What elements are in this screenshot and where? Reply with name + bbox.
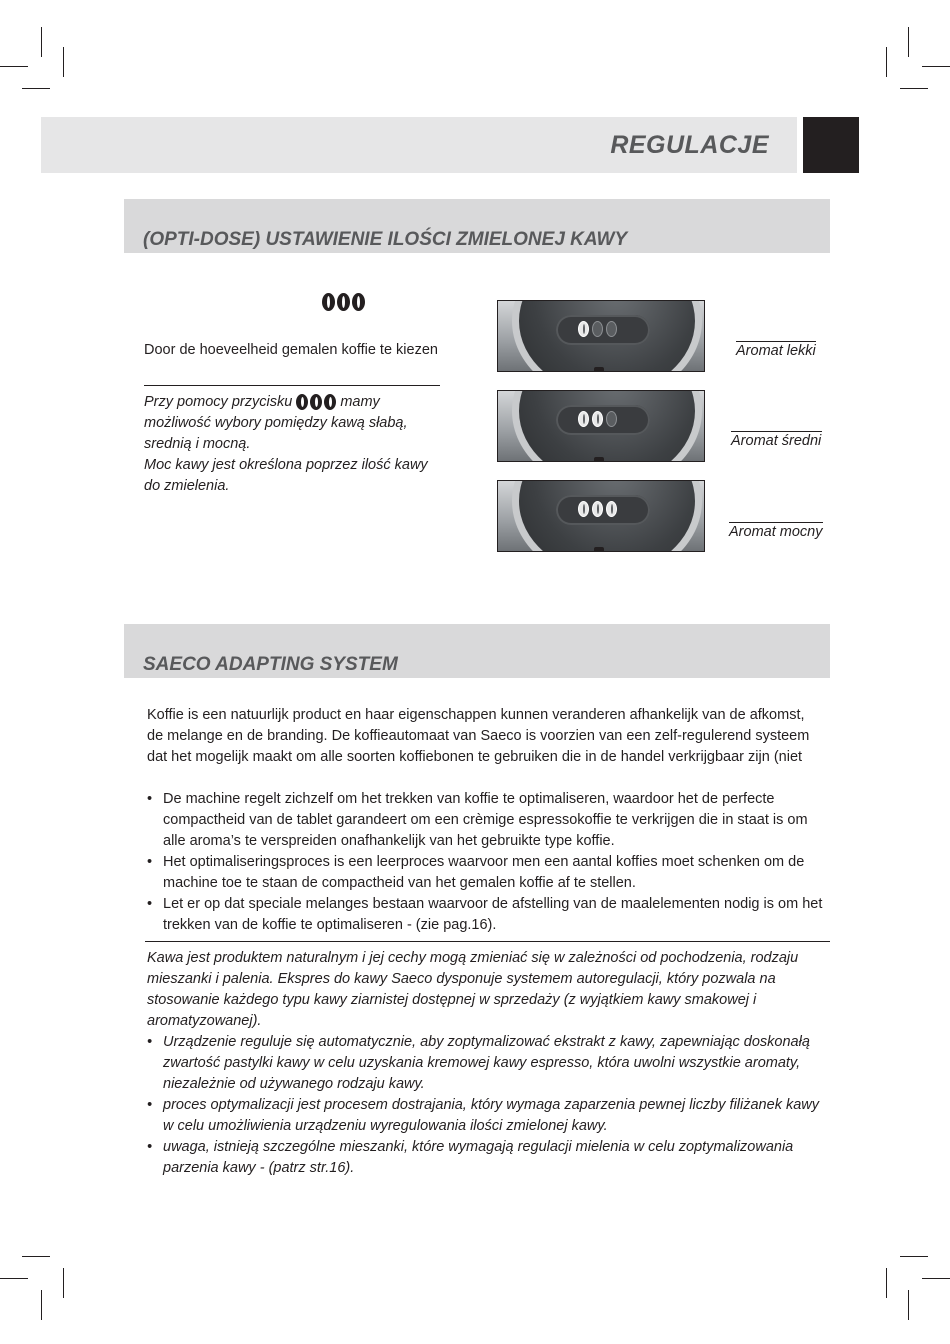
list-item: • De machine regelt zichzelf om het trekken van koffie te optimaliseren, waardoor het de perfecte compactheid van de tablet garandeert om een crèmige espressokoffie te verkrijgen die in staat is om alle aroma’s te verspreiden onafhankelijk van het gebruikte type koffie. xyxy=(146,789,836,852)
list-item: • proces optymalizacji jest procesem dostrajania, który wymaga zaparzenia pewnej liczby filiżanek kawy w celu umożliwienia urządzeniu wyregulowania ilości zmielonej kawy. xyxy=(146,1095,836,1137)
bean-icon xyxy=(322,293,335,311)
section-opti-dose-title: (OPTI-DOSE) USTAWIENIE ILOŚCI ZMIELONEJ KAWY xyxy=(143,229,628,250)
aroma-indicator xyxy=(578,501,617,517)
beans-icon-large xyxy=(322,293,365,311)
bean-icon xyxy=(606,411,617,427)
bean-icon xyxy=(578,321,589,337)
polish-bullet-list xyxy=(146,1032,836,1179)
list-item: • Urządzenie reguluje się automatycznie, aby zoptymalizować ekstrakt z kawy, zapewniając doskonałą zwartość pastylki kawy w celu uzyskania kremowej kawy espresso, która uwolni wszystkie aromaty, niezależnie od używanego rodzaju kawy. xyxy=(146,1032,836,1095)
bean-icon xyxy=(352,293,365,311)
aroma-indicator xyxy=(578,321,617,337)
bean-icon xyxy=(592,321,603,337)
crop-mark xyxy=(22,1256,50,1257)
dutch-intro-paragraph: Koffie is een natuurlijk product en haar eigenschappen kunnen veranderen afhankelijk van de afkomst, de melange en de branding. De koffieautomaat van Saeco is voorzien van een zelf-regulerend systeem dat het mogelijk maakt om alle soorten koffiebonen te gebruiken die in de handel verkrijgbaar zijn (niet xyxy=(147,707,810,765)
bean-icon xyxy=(324,394,336,410)
crop-mark xyxy=(900,1256,928,1257)
list-item: • Let er op dat speciale melanges bestaan waarvoor de afstelling van de maalelementen nodig is om het trekken van de koffie te optimaliseren - (zie pag.16). xyxy=(146,894,836,936)
bean-icon xyxy=(606,321,617,337)
crop-mark xyxy=(22,88,50,89)
chapter-title: REGULACJE xyxy=(610,131,769,159)
machine-illustration-light xyxy=(497,300,705,372)
list-item: • uwaga, istnieją szczególne mieszanki, które wymagają regulacji mielenia w celu zoptymalizowania parzenia kawy - (patrz str.16). xyxy=(146,1137,836,1179)
crop-mark xyxy=(0,66,28,67)
crop-mark xyxy=(0,1278,28,1279)
machine-illustration-medium xyxy=(497,390,705,462)
polish-instruction: Przy pomocy przycisku mamy możliwość wybory pomiędzy kawą słabą, srednią i mocną. Moc kawy jest określona poprzez ilość kawy do zmielenia. xyxy=(144,394,428,494)
crop-mark xyxy=(908,27,909,57)
divider xyxy=(145,941,830,942)
crop-mark xyxy=(908,1290,909,1320)
bean-icon xyxy=(592,411,603,427)
crop-mark xyxy=(63,1268,64,1298)
aroma-medium-label: Aromat średni xyxy=(731,433,822,449)
list-item: • Het optimaliseringsproces is een leerproces waarvoor men een aantal koffies moet schenken om de machine toe te staan de compactheid van het gemalen koffie af te stellen. xyxy=(146,852,836,894)
aroma-light-label: Aromat lekki xyxy=(736,343,816,359)
chapter-header xyxy=(41,117,797,173)
aroma-strong-label: Aromat mocny xyxy=(729,524,823,540)
polish-intro-paragraph: Kawa jest produktem naturalnym i jej cechy mogą zmieniać się w zależności od pochodzenia, rodzaju mieszanki i palenia. Ekspres do kawy Saeco dysponuje systemem autoregulacji, który pozwala na stosowanie każdego typu kawy ziarnistej dostępnej w sprzedaży (z wyjątkiem kawy smakowej i aromatyzowanej). xyxy=(147,950,799,1029)
bean-icon xyxy=(578,501,589,517)
aroma-indicator xyxy=(578,411,617,427)
bean-icon xyxy=(337,293,350,311)
crop-mark xyxy=(886,47,887,77)
crop-mark xyxy=(41,27,42,57)
crop-mark xyxy=(922,66,950,67)
section-opti-dose-header xyxy=(124,199,830,253)
bean-icon xyxy=(606,501,617,517)
section-adapting-header xyxy=(124,624,830,678)
crop-mark xyxy=(41,1290,42,1320)
crop-mark xyxy=(63,47,64,77)
machine-illustration-strong xyxy=(497,480,705,552)
bean-icon xyxy=(578,411,589,427)
bean-icon xyxy=(592,501,603,517)
divider xyxy=(144,385,440,386)
crop-mark xyxy=(886,1268,887,1298)
bean-icon xyxy=(310,394,322,410)
bean-icon xyxy=(296,394,308,410)
chapter-tab-block xyxy=(803,117,859,173)
section-adapting-title: SAECO ADAPTING SYSTEM xyxy=(143,654,398,675)
dutch-instruction: Door de hoeveelheid gemalen koffie te kiezen xyxy=(144,342,438,358)
crop-mark xyxy=(922,1278,950,1279)
crop-mark xyxy=(900,88,928,89)
dutch-bullet-list xyxy=(146,789,836,936)
beans-button-icon xyxy=(296,394,336,410)
